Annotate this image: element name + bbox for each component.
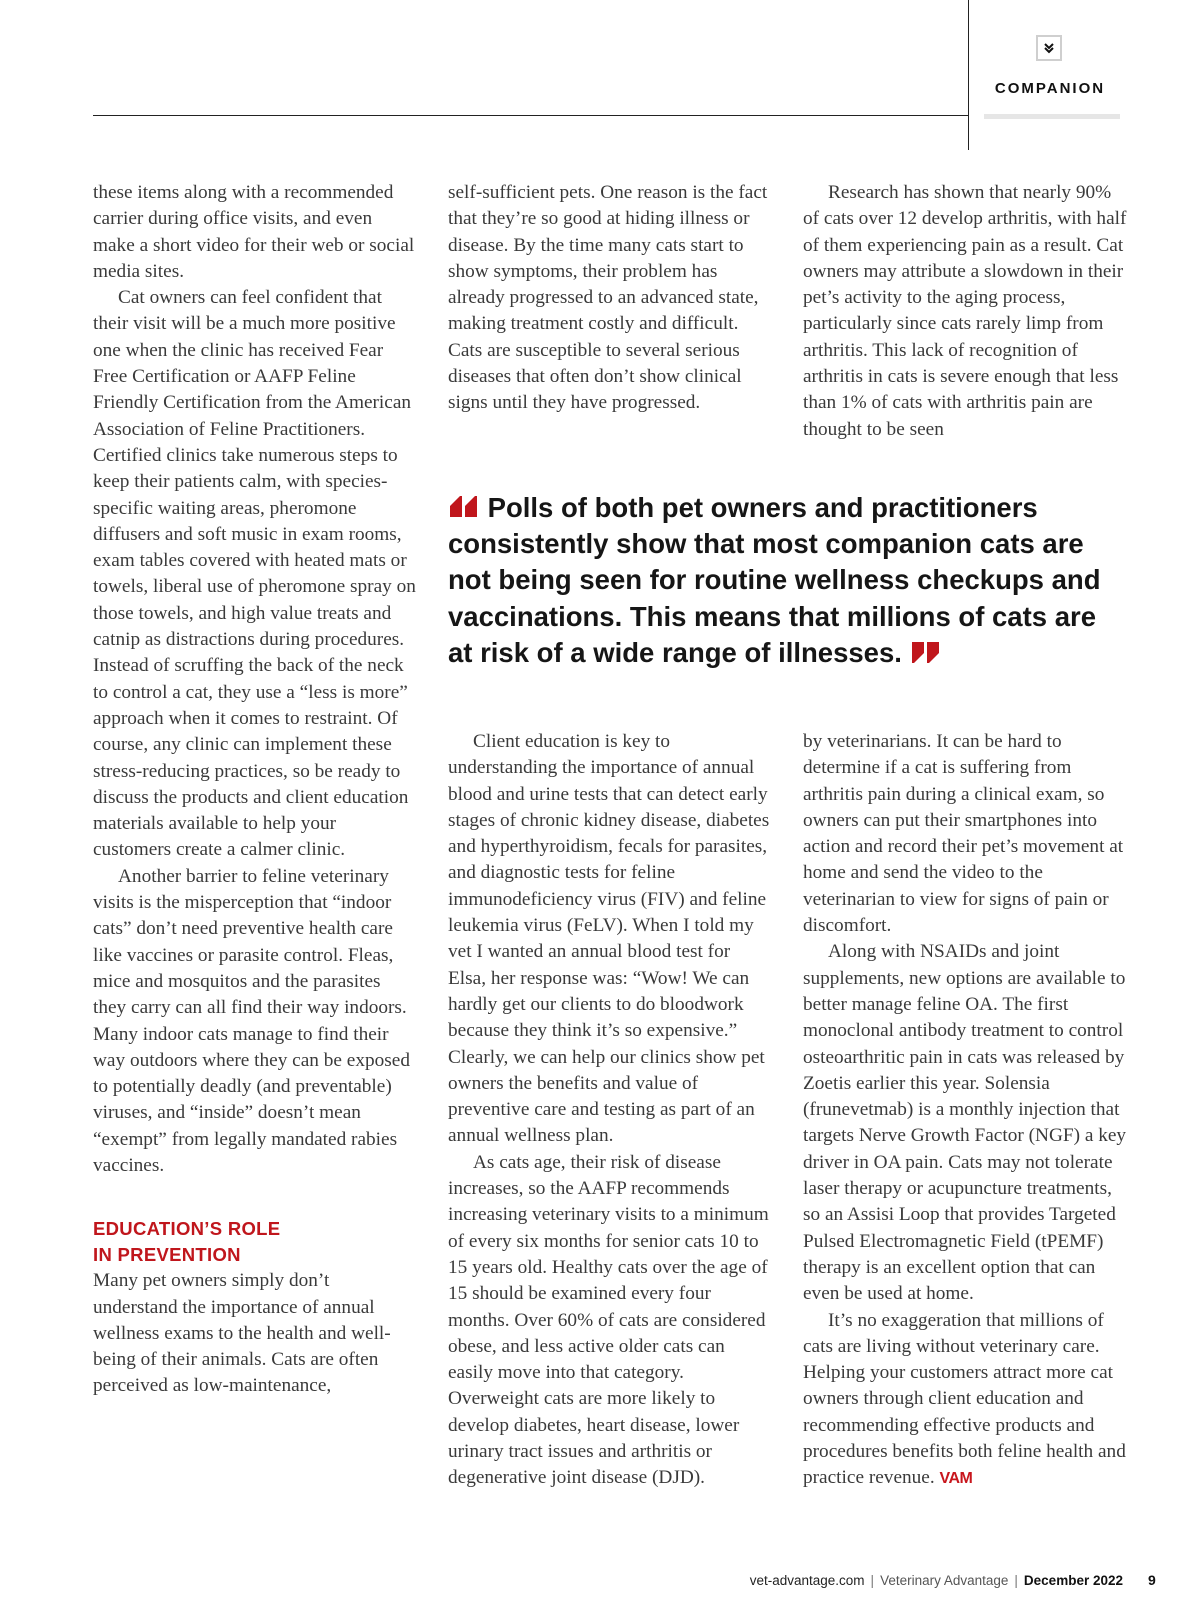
footer-magazine: Veterinary Advantage [880,1573,1009,1588]
column-3-bottom [803,729,1127,1493]
paragraph: self-sufficient pets. One reason is the fact that they’re so good at hiding illness or disease. By the time many cats start to show symptoms, their problem has already progressed to an advanced state, making treatment costly and difficult. Cats are susceptible to several serious diseases that often don’t show clinical signs until they have progressed. [448,182,768,414]
column-2-bottom [448,729,772,1492]
subhead-line-2: IN PREVENTION [93,1244,241,1266]
paragraph: Cat owners can feel confident that their visit will be a much more positive one when the clinic has received Fear Free Certification or AAFP Feline Friendly Certification from the American Association of Feline Practitioners. Certified clinics take numerous steps to keep their patients calm, with species-specific waiting areas, pheromone diffusers and soft music in exam rooms, exam tables covered with heated mats or towels, liberal use of pheromone spray on those towels, and high value treats and catnip as distractions during procedures. Instead of scruffing the back of the neck to control a cat, they use a “less is more” approach when it comes to restraint. Of course, any clinic can implement these stress-reducing practices, so be ready to discuss the products and client education materials available to help your customers create a calmer clinic. [93,287,416,861]
vam-end-mark: VAM [939,1470,973,1488]
footer-website: vet-advantage.com [749,1573,865,1588]
footer [750,1573,1123,1588]
paragraph: Many pet owners simply don’t understand the importance of annual wellness exams to the health and well-being of their animals. Cats are often perceived as low-maintenance, [93,1270,391,1397]
paragraph [803,1308,1127,1493]
subhead [93,1216,417,1268]
double-chevron-down-icon [1036,35,1062,61]
column-3-top [803,180,1127,443]
footer-date: December 2022 [1023,1573,1123,1588]
pull-quote [448,490,1128,671]
footer-separator: | [870,1573,875,1588]
page-number: 9 [1148,1572,1156,1588]
paragraph: by veterinarians. It can be hard to determine if a cat is suffering from arthritis pain during a clinical exam, so owners can put their smartphones into action and record their pet’s movement at home and send the video to the veterinarian to view for signs of pain or discomfort. [803,731,1124,937]
section-label-bar [984,114,1120,119]
paragraph: As cats age, their risk of disease increases, so the AAFP recommends increasing veterinary visits to a minimum of every six months for senior cats 10 to 15 years old. Healthy cats over the age of 15 should be examined every four months. Over 60% of cats are considered obese, and less active older cats can easily move into that category. Overweight cats are more likely to develop diabetes, heart disease, lower urinary tract issues and arthritis or degenerative joint disease (DJD). [448,1151,769,1489]
section-label: COMPANION [994,80,1106,97]
header-rule [93,115,969,116]
close-quote-icon [910,640,942,664]
paragraph: Client education is key to understanding the importance of annual blood and urine tests that can detect early stages of chronic kidney disease, diabetes and hyperthyroidism, fecals for parasites, and diagnostic tests for feline immunodeficiency virus (FIV) and feline leukemia virus (FeLV). When I told my vet I wanted an annual blood test for Elsa, her response was: “Wow! We can hardly get our clients to do bloodwork because they think it’s so expensive.” Clearly, we can help our clinics show pet owners the benefits and value of preventive care and testing as part of an annual wellness plan. [448,731,770,1147]
subhead-line-1: EDUCATION’S ROLE [93,1218,281,1240]
header-vertical-rule [968,0,969,150]
paragraph: Another barrier to feline veterinary visits is the misperception that “indoor cats” don’t need preventive health care like vaccines or parasite control. Fleas, mice and mosquitos and the parasites they carry can all find their way indoors. Many indoor cats manage to find their way outdoors where they can be exposed to potentially deadly (and preventable) viruses, and “inside” doesn’t mean “exempt” from legally mandated rabies vaccines. [93,865,410,1176]
paragraph: these items along with a recommended carrier during office visits, and even make a short video for their web or social media sites. [93,182,415,282]
column-2-top [448,180,772,417]
open-quote-icon [448,495,480,519]
paragraph: Research has shown that nearly 90% of cats over 12 develop arthritis, with half of them experiencing pain as a result. Cat owners may attribute a slowdown in their pet’s activity to the aging process, particularly since cats rarely limp from arthritis. This lack of recognition of arthritis in cats is severe enough that less than 1% of cats with arthritis pain are thought to be seen [803,182,1127,440]
paragraph: Along with NSAIDs and joint supplements, new options are available to better manage feline OA. The first monoclonal antibody treatment to control osteoarthritic pain in cats was released by Zoetis earlier this year. Solensia (frunevetmab) is a monthly injection that targets Nerve Growth Factor (NGF) a key driver in OA pain. Cats may not tolerate laser therapy or acupuncture treatments, so an Assisi Loop that provides Targeted Pulsed Electromagnetic Field (tPEMF) therapy is an excellent option that can even be used at home. [803,941,1127,1305]
footer-separator: | [1014,1573,1018,1588]
paragraph-text: It’s no exaggeration that millions of cats are living without veterinary care. Helping your customers attract more cat owners through client education and recommending effective products and procedures benefits both feline health and practice revenue. [803,1309,1126,1489]
pull-quote-text: Polls of both pet owners and practitioners consistently show that most companion cats are not being seen for routine wellness checkups and vaccinations. This means that millions of cats are at risk of a wide range of illnesses. [448,492,1101,668]
column-1 [93,180,417,1400]
